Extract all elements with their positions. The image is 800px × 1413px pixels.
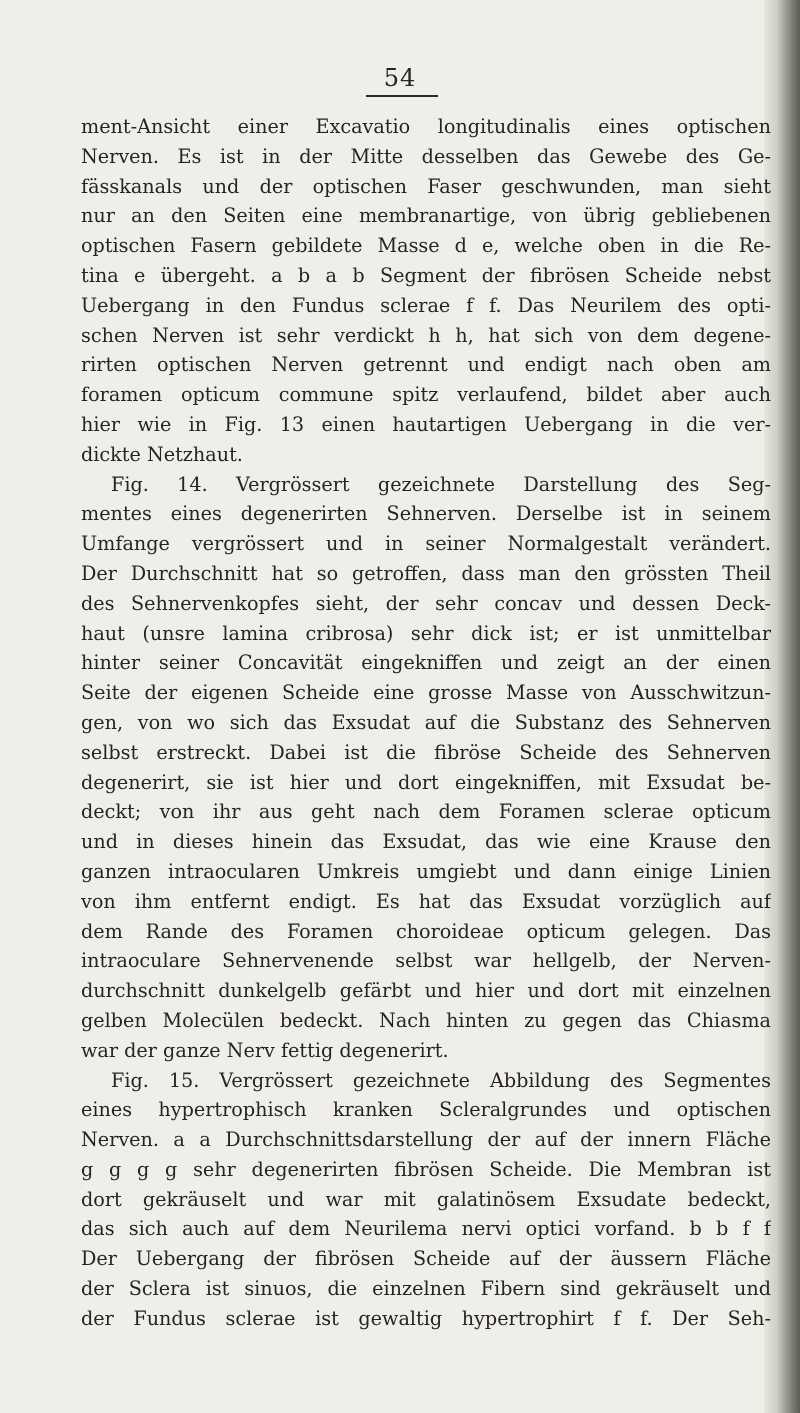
- text-line: mentes eines degenerirten Sehnerven. Derselbe ist in seinem: [81, 502, 771, 526]
- text-line: hinter seiner Concavität eingekniffen und zeigt an der einen: [81, 651, 771, 675]
- text-line: schen Nerven ist sehr verdickt h h, hat sich von dem degene-: [81, 323, 771, 347]
- text-line: das sich auch auf dem Neurilema nervi optici vorfand. b b f f: [81, 1217, 771, 1241]
- text-line: fässkanals und der optischen Faser geschwunden, man sieht: [81, 174, 771, 198]
- text-line: Nerven. Es ist in der Mitte desselben das Gewebe des Ge-: [81, 144, 771, 168]
- text-line: war der ganze Nerv fettig degenerirt.: [81, 1038, 449, 1062]
- text-line: gelben Molecülen bedeckt. Nach hinten zu gegen das Chiasma: [81, 1008, 771, 1032]
- text-line: foramen opticum commune spitz verlaufend, bildet aber auch: [81, 383, 771, 407]
- text-line: der Fundus sclerae ist gewaltig hypertrophirt f f. Der Seh-: [81, 1306, 771, 1330]
- text-line: intraoculare Sehnervenende selbst war hellgelb, der Nerven-: [81, 949, 771, 973]
- text-line: Der Uebergang der fibrösen Scheide auf der äussern Fläche: [81, 1247, 771, 1271]
- text-line: dickte Netzhaut.: [81, 442, 243, 466]
- text-line: Seite der eigenen Scheide eine grosse Masse von Ausschwitzun-: [81, 681, 771, 705]
- text-line: Umfange vergrössert und in seiner Normalgestalt verändert.: [81, 532, 771, 556]
- text-line: optischen Fasern gebildete Masse d e, welche oben in die Re-: [81, 234, 771, 258]
- body-text: [81, 112, 771, 1334]
- text-line: rirten optischen Nerven getrennt und endigt nach oben am: [81, 353, 771, 377]
- page-number: 54: [383, 64, 417, 92]
- text-line: von ihm entfernt endigt. Es hat das Exsudat vorzüglich auf: [81, 889, 771, 913]
- text-line: dort gekräuselt und war mit galatinösem Exsudate bedeckt,: [81, 1187, 771, 1211]
- text-line: haut (unsre lamina cribrosa) sehr dick ist; er ist unmittelbar: [81, 621, 771, 645]
- text-line: ment-Ansicht einer Excavatio longitudinalis eines optischen: [81, 115, 771, 138]
- text-line: eines hypertrophisch kranken Scleralgrundes und optischen: [81, 1098, 771, 1122]
- text-line: und in dieses hinein das Exsudat, das wie eine Krause den: [81, 830, 771, 854]
- text-line: Der Durchschnitt hat so getroffen, dass man den grössten Theil: [81, 561, 771, 585]
- text-line: gen, von wo sich das Exsudat auf die Substanz des Sehnerven: [81, 710, 771, 734]
- text-line: nur an den Seiten eine membranartige, von übrig gebliebenen: [81, 204, 771, 228]
- text-line: deckt; von ihr aus geht nach dem Foramen sclerae opticum: [81, 800, 771, 824]
- text-line: g g g g sehr degenerirten fibrösen Scheide. Die Membran ist: [81, 1157, 771, 1181]
- text-line: Fig. 14. Vergrössert gezeichnete Darstellung des Seg-: [111, 472, 771, 496]
- text-line: Uebergang in den Fundus sclerae f f. Das Neurilem des opti-: [81, 293, 771, 317]
- text-line: Nerven. a a Durchschnittsdarstellung der auf der innern Fläche: [81, 1128, 771, 1152]
- text-line: Fig. 15. Vergrössert gezeichnete Abbildung des Segmentes: [111, 1068, 771, 1092]
- text-line: ganzen intraocularen Umkreis umgiebt und dann einige Linien: [81, 859, 771, 883]
- text-line: tina e übergeht. a b a b Segment der fibrösen Scheide nebst: [81, 263, 771, 287]
- text-line: selbst erstreckt. Dabei ist die fibröse Scheide des Sehnerven: [81, 740, 771, 764]
- text-line: hier wie in Fig. 13 einen hautartigen Uebergang in die ver-: [81, 412, 771, 436]
- text-line: degenerirt, sie ist hier und dort eingekniffen, mit Exsudat be-: [81, 770, 771, 794]
- text-line: der Sclera ist sinuos, die einzelnen Fibern sind gekräuselt und: [81, 1277, 771, 1301]
- text-line: durchschnitt dunkelgelb gefärbt und hier und dort mit einzelnen: [81, 979, 771, 1003]
- page-number-underline: [366, 95, 438, 97]
- text-line: des Sehnervenkopfes sieht, der sehr concav und dessen Deck-: [81, 591, 771, 615]
- text-line: dem Rande des Foramen choroideae opticum gelegen. Das: [81, 919, 771, 943]
